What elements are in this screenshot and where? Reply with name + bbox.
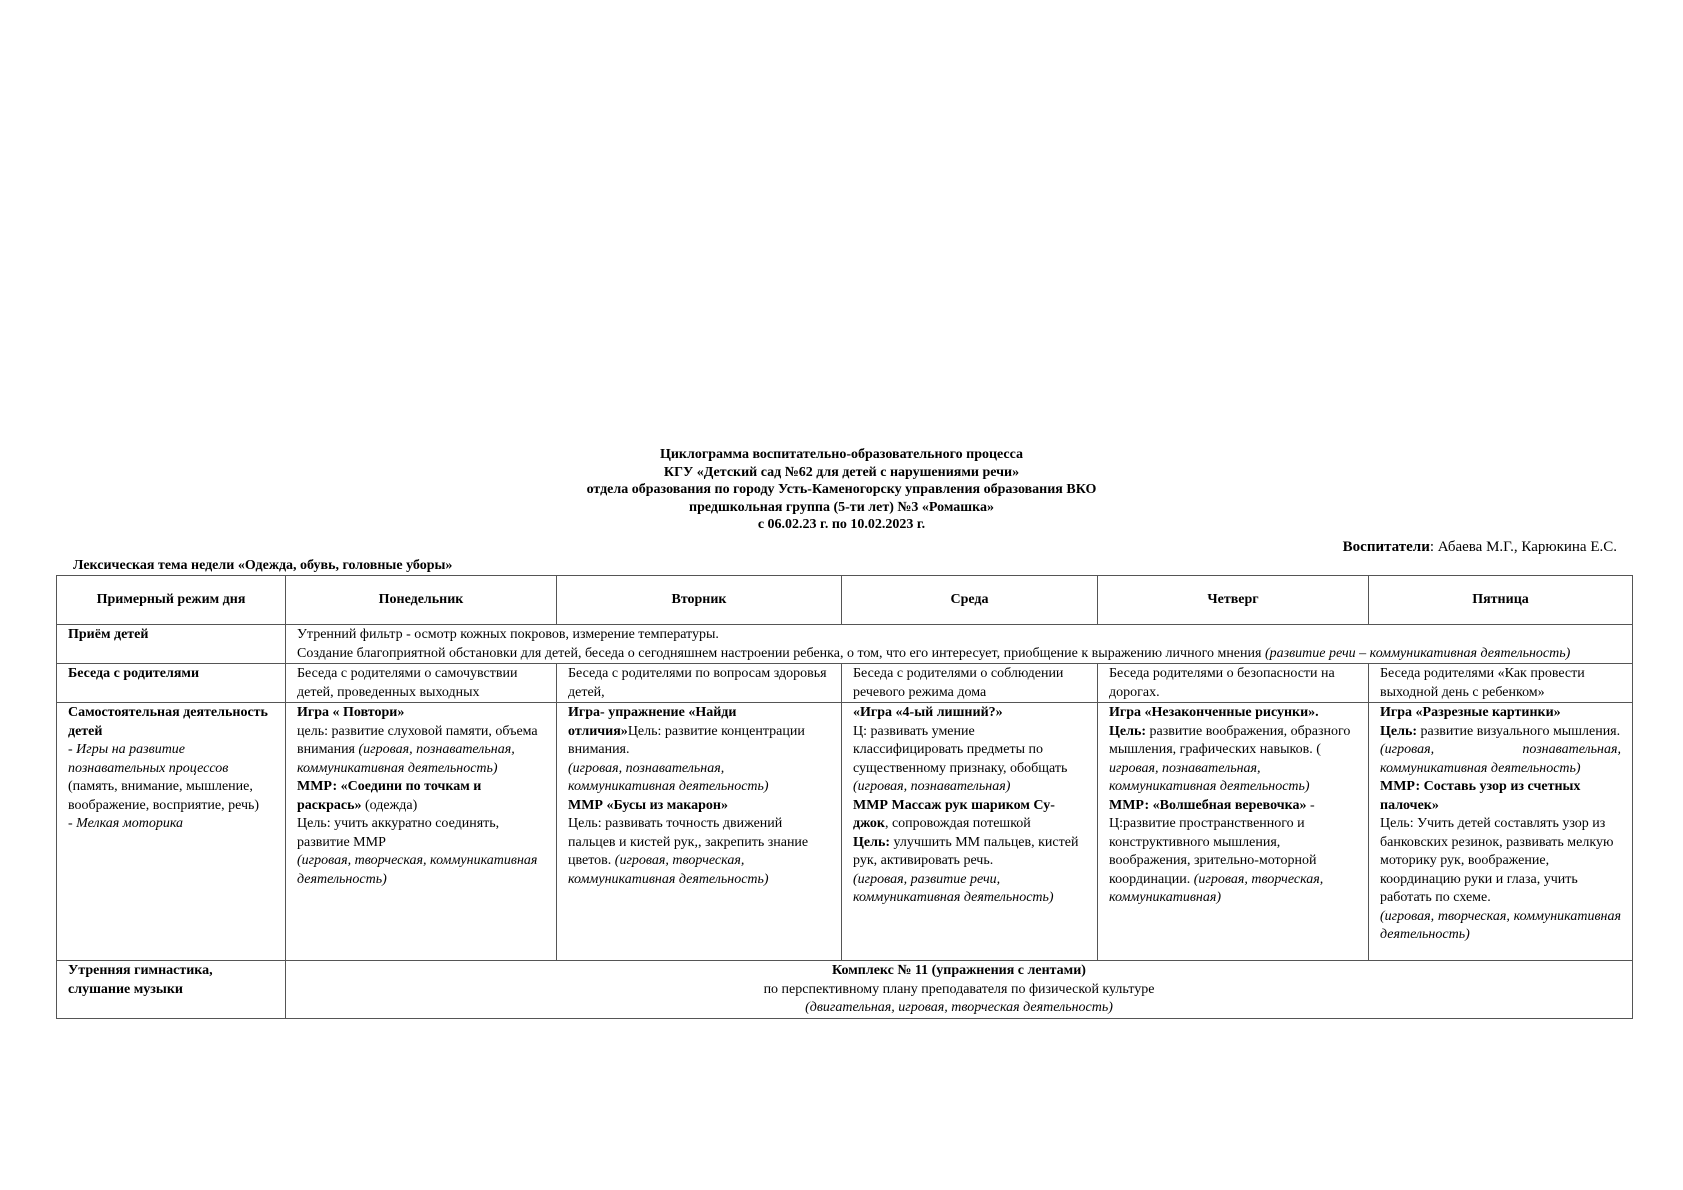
thu-mmr-activity: (игровая, творческая, коммуникативная) bbox=[1109, 871, 1324, 905]
tue-mmr-title: ММР «Бусы из макарон» bbox=[568, 797, 728, 813]
reception-line1: Утренний фильтр - осмотр кожных покровов, измерение температуры. bbox=[297, 627, 719, 642]
cyclogram-table bbox=[56, 575, 1633, 1019]
gym-title: Комплекс № 11 (упражнения с лентами) bbox=[832, 963, 1086, 978]
thu-mmr-goal-text: Ц:развитие пространственного и конструктивного мышления, воображения, зрительно-моторной координации. bbox=[1109, 816, 1317, 887]
parents-monday: Беседа с родителями о самочувствии детей, проведенных выходных bbox=[286, 664, 557, 703]
header-regime: Примерный режим дня bbox=[57, 576, 286, 625]
thu-game-goal bbox=[1109, 723, 1357, 797]
parents-tuesday: Беседа с родителями по вопросам здоровья детей, bbox=[557, 664, 842, 703]
tue-mmr-goal-text: Цель: развивать точность движений пальцев и кистей рук,, закрепить знание цветов. bbox=[568, 816, 809, 868]
fri-mmr-goal: Цель: Учить детей составлять узор из банковских резинок, развивать мелкую моторику рук, воображение, координацию руки и глаза, учить работать по схеме. bbox=[1380, 816, 1614, 905]
parents-wednesday: Беседа с родителями о соблюдении речевого режима дома bbox=[842, 664, 1098, 703]
reception-line2-text: Создание благоприятной обстановки для детей, беседа о сегодняшнем настроении ребенка, о том, что его интересует, приобщение к выражению личного мнения bbox=[297, 645, 1265, 661]
wed-mmr-title-tail: , сопровождая потешкой bbox=[884, 816, 1031, 831]
thu-mmr-title bbox=[1109, 797, 1357, 816]
tue-mmr-activity: (игровая, творческая, коммуникативная деятельность) bbox=[568, 853, 769, 887]
table-row-gym bbox=[57, 961, 1633, 1019]
thu-mmr-goal bbox=[1109, 815, 1357, 908]
header-kindergarten: КГУ «Детский сад №62 для детей с нарушениями речи» bbox=[663, 464, 1020, 480]
document-header bbox=[0, 446, 1683, 534]
independent-tuesday bbox=[557, 703, 842, 961]
mon-mmr-title bbox=[297, 778, 545, 815]
independent-sub3: - Мелкая моторика bbox=[68, 816, 184, 831]
regime-parents: Беседа с родителями bbox=[57, 664, 286, 703]
parents-thursday: Беседа родителями о безопасности на дорогах. bbox=[1098, 664, 1369, 703]
mon-mmr-goal: Цель: учить аккуратно соединять, развитие ММР bbox=[297, 816, 500, 850]
fri-goal-label: Цель: bbox=[1380, 723, 1418, 739]
regime-gym: Утренняя гимнастика, слушание музыки bbox=[57, 961, 286, 1019]
independent-wednesday bbox=[842, 703, 1098, 961]
header-tuesday: Вторник bbox=[557, 576, 842, 625]
header-friday: Пятница bbox=[1369, 576, 1633, 625]
tue-game-goal: Цель: развитие концентрации внимания. bbox=[568, 723, 805, 757]
thu-goal-label: Цель: bbox=[1109, 723, 1147, 739]
independent-sub2: (память, внимание, мышление, воображение, восприятие, речь) bbox=[68, 779, 260, 813]
teachers-label: Воспитатели bbox=[1342, 539, 1430, 555]
fri-mmr-activity: (игровая, творческая, коммуникативная деятельность) bbox=[1380, 908, 1621, 942]
mon-game-goal bbox=[297, 723, 545, 779]
thu-game-goal-text: развитие воображения, образного мышления, графических навыков. ( bbox=[1109, 723, 1351, 757]
header-thursday: Четверг bbox=[1098, 576, 1369, 625]
mon-mmr-title-bold: ММР: «Соедини по точкам и раскрась» bbox=[297, 779, 482, 813]
wed-mmr-title bbox=[853, 797, 1086, 834]
gym-activity: (двигательная, игровая, творческая деятельность) bbox=[805, 1000, 1113, 1015]
fri-game-title: Игра «Разрезные картинки» bbox=[1380, 705, 1561, 720]
gym-content bbox=[286, 961, 1633, 1019]
mon-game-goal-text: цель: развитие слуховой памяти, объема внимания bbox=[297, 723, 538, 757]
header-department: отдела образования по городу Усть-Каменогорску управления образования ВКО bbox=[586, 482, 1097, 497]
independent-label: Самостоятельная деятельность детей bbox=[68, 705, 268, 739]
regime-independent bbox=[57, 703, 286, 961]
fri-mmr-title: ММР: Составь узор из счетных палочек» bbox=[1380, 779, 1581, 813]
independent-thursday bbox=[1098, 703, 1369, 961]
header-title: Циклограмма воспитательно-образовательного процесса bbox=[659, 447, 1024, 462]
wed-game-activity: (игровая, познавательная) bbox=[853, 779, 1011, 794]
fri-game-goal-text: развитие визуального мышления. bbox=[1417, 723, 1621, 739]
reception-line2-activity: (развитие речи – коммуникативная деятельность) bbox=[1264, 645, 1571, 661]
table-row-independent bbox=[57, 703, 1633, 961]
thu-mmr-title-bold: ММР: «Волшебная веревочка» bbox=[1109, 797, 1307, 813]
tue-game bbox=[568, 704, 830, 760]
wed-game-title: «Игра «4-ый лишний?» bbox=[853, 705, 1003, 720]
reception-line2 bbox=[297, 645, 1621, 664]
mon-mmr-activity: (игровая, творческая, коммуникативная деятельность) bbox=[297, 853, 538, 887]
wed-mmr-activity: (игровая, развитие речи, коммуникативная деятельность) bbox=[853, 871, 1054, 905]
thu-mmr-title-tail: - bbox=[1306, 797, 1315, 813]
independent-friday bbox=[1369, 703, 1633, 961]
wed-game-goal: Ц: развивать умение классифицировать предметы по существенному признаку, обобщать bbox=[853, 723, 1068, 776]
wed-mmr-goal-text: улучшить ММ пальцев, кистей рук, активировать речь. bbox=[853, 834, 1079, 868]
teachers-line bbox=[1343, 538, 1617, 556]
gym-text: по перспективному плану преподавателя по физической культуре bbox=[763, 981, 1155, 997]
wed-mmr-title-bold: ММР Массаж рук шариком Су-джок bbox=[853, 797, 1055, 831]
header-dates: с 06.02.23 г. по 10.02.2023 г. bbox=[757, 517, 926, 532]
fri-game-goal bbox=[1380, 723, 1621, 742]
mon-mmr-title-tail: (одежда) bbox=[361, 797, 418, 813]
thu-game-activity: игровая, познавательная, коммуникативная деятельность) bbox=[1109, 760, 1310, 794]
teachers-names: : Абаева М.Г., Карюкина Е.С. bbox=[1429, 539, 1617, 555]
table-row-reception bbox=[57, 625, 1633, 664]
header-wednesday: Среда bbox=[842, 576, 1098, 625]
header-group: предшкольная группа (5-ти лет) №3 «Ромашка» bbox=[689, 499, 994, 515]
lexical-theme: Лексическая тема недели «Одежда, обувь, головные уборы» bbox=[73, 558, 453, 573]
tue-mmr-goal bbox=[568, 815, 830, 889]
reception-content bbox=[286, 625, 1633, 664]
independent-monday bbox=[286, 703, 557, 961]
mon-game-title: Игра « Повтори» bbox=[297, 705, 405, 720]
wed-mmr-goal bbox=[853, 834, 1086, 871]
table-header-row bbox=[57, 576, 1633, 625]
header-monday: Понедельник bbox=[286, 576, 557, 625]
independent-sub1: - Игры на развитие познавательных процессов bbox=[68, 742, 229, 776]
tue-game-title: Игра- упражнение «Найди отличия» bbox=[568, 705, 737, 739]
fri-game-activity: (игровая, познавательная, коммуникативная деятельность) bbox=[1380, 742, 1621, 776]
thu-game-title: Игра «Незаконченные рисунки». bbox=[1109, 705, 1319, 720]
wed-goal-label: Цель: bbox=[853, 834, 891, 850]
table-row-parents bbox=[57, 664, 1633, 703]
mon-game-activity: (игровая, познавательная, коммуникативная деятельность) bbox=[297, 742, 515, 776]
regime-reception: Приём детей bbox=[57, 625, 286, 664]
tue-game-activity: (игровая, познавательная, коммуникативная деятельность) bbox=[568, 760, 769, 794]
parents-friday: Беседа родителями «Как провести выходной день с ребенком» bbox=[1369, 664, 1633, 703]
